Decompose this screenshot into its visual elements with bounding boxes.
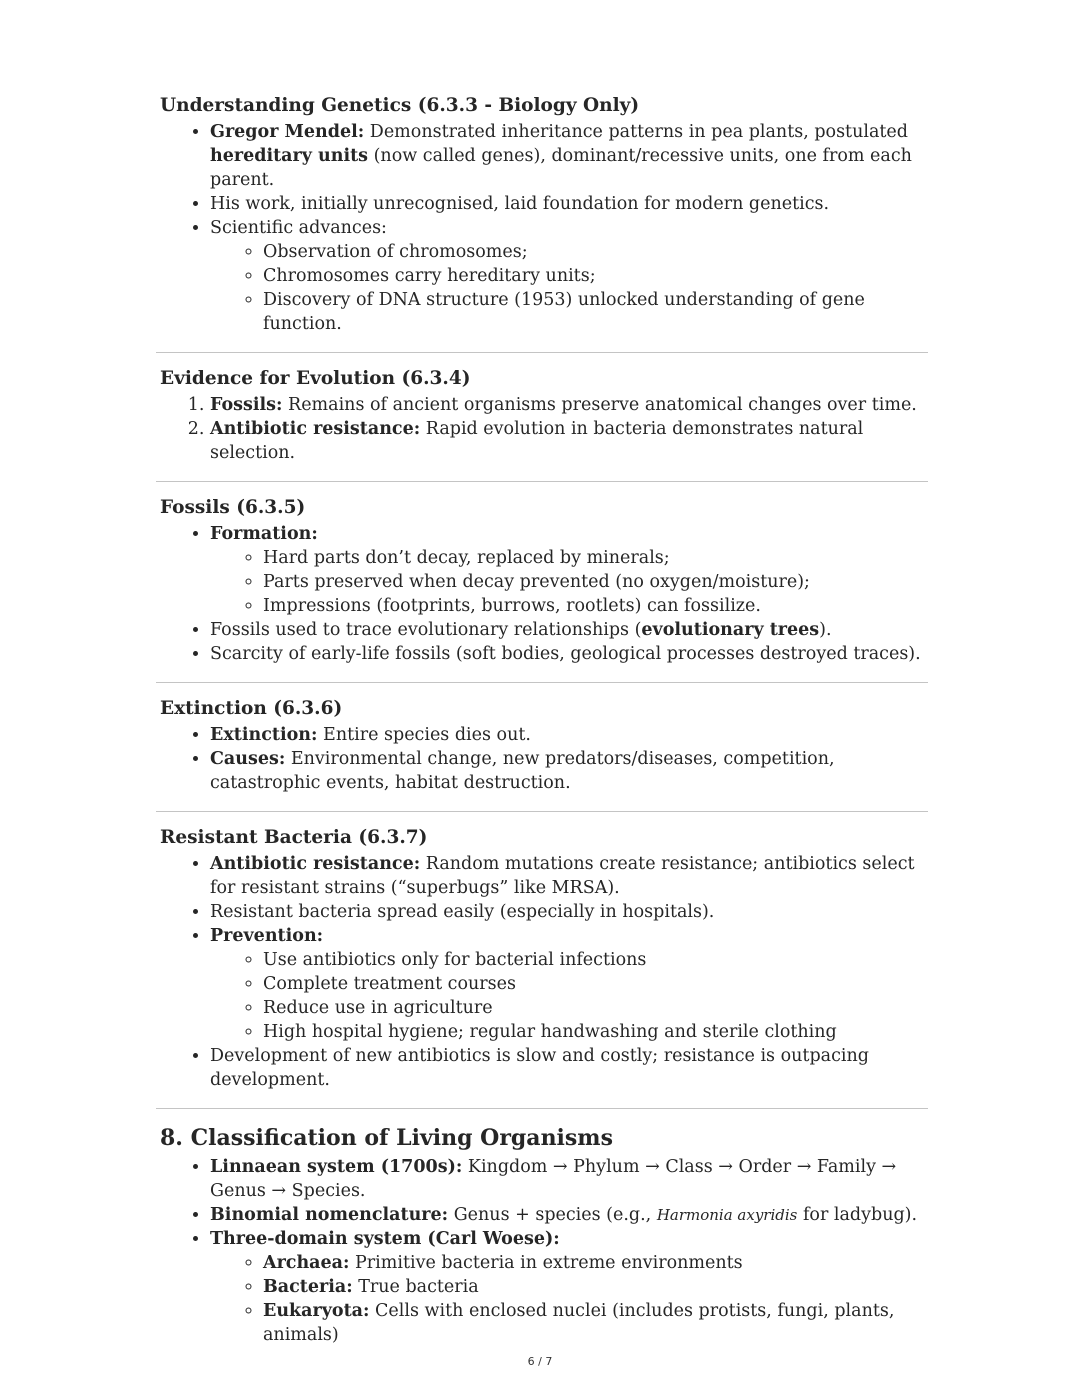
term-label: Antibiotic resistance: [210, 419, 421, 439]
fossils-list [160, 522, 924, 666]
genetics-list [160, 120, 924, 336]
section-title-classification: 8. Classification of Living Organisms [160, 1125, 613, 1151]
list-item [210, 216, 924, 336]
item-text: Resistant bacteria spread easily (especially in hospitals). [210, 902, 715, 922]
sub-list-item [263, 1251, 924, 1275]
resistant-list [160, 852, 924, 1092]
formation-sublist [210, 546, 924, 618]
item-text: True bacteria [352, 1277, 479, 1297]
list-item [210, 1155, 924, 1203]
item-text: Entire species dies out. [317, 725, 531, 745]
sub-list-item: ◦ Chromosomes carry hereditary units; [263, 264, 924, 288]
sub-list-item: ◦ Complete treatment courses [263, 972, 924, 996]
species-name: Harmonia axyridis [656, 1206, 798, 1224]
divider [156, 481, 928, 482]
section-evidence [160, 367, 924, 465]
item-text: Scientific advances: [210, 218, 387, 238]
item-text: His work, initially unrecognised, laid foundation for modern genetics. [210, 194, 830, 214]
item-text: Scarcity of early-life fossils (soft bodies, geological processes destroyed traces). [210, 644, 921, 664]
term-label: Prevention: [210, 926, 324, 946]
term-label: Fossils: [210, 395, 283, 415]
divider [156, 682, 928, 683]
sub-list-item [263, 1275, 924, 1299]
list-item [210, 1203, 924, 1227]
term-label: Bacteria: [263, 1277, 353, 1297]
list-item [210, 852, 924, 900]
document-page [160, 94, 924, 1347]
item-text: Primitive bacteria in extreme environments [349, 1253, 743, 1273]
prevention-sublist [210, 948, 924, 1044]
section-title-genetics: Understanding Genetics (6.3.3 - Biology Only) [160, 95, 640, 116]
list-item [210, 393, 924, 417]
section-fossils [160, 496, 924, 666]
sub-list-item: ◦ Observation of chromosomes; [263, 240, 924, 264]
list-item [210, 900, 924, 924]
list-item [210, 522, 924, 618]
list-item [210, 1227, 924, 1347]
item-text: Rapid evolution in bacteria demonstrates natural selection. [210, 419, 864, 463]
term-label: Formation: [210, 524, 318, 544]
term-label: Archaea: [263, 1253, 350, 1273]
advances-sublist [210, 240, 924, 336]
term-label: Linnaean system (1700s): [210, 1157, 463, 1177]
item-text: Development of new antibiotics is slow and costly; resistance is outpacing development. [210, 1046, 869, 1090]
section-extinction [160, 697, 924, 795]
section-title-fossils: Fossils (6.3.5) [160, 497, 306, 518]
list-item [210, 723, 924, 747]
sub-list-item: ◦ Discovery of DNA structure (1953) unlocked understanding of gene function. [263, 288, 924, 336]
divider [156, 352, 928, 353]
term-label: Gregor Mendel: [210, 122, 365, 142]
domains-sublist [210, 1251, 924, 1347]
section-title-extinction: Extinction (6.3.6) [160, 698, 343, 719]
item-text: Genus + species (e.g., [448, 1205, 657, 1225]
item-text: Random mutations create resistance; antibiotics select for resistant strains (“superbugs” like MRSA). [210, 854, 915, 898]
item-text: Remains of ancient organisms preserve anatomical changes over time. [282, 395, 917, 415]
list-item [210, 120, 924, 192]
list-item [210, 642, 924, 666]
item-text: Environmental change, new predators/diseases, competition, catastrophic events, habitat destruction. [210, 749, 835, 793]
list-item [210, 747, 924, 795]
item-text: Fossils used to trace evolutionary relationships ( [210, 620, 642, 640]
term-label: Binomial nomenclature: [210, 1205, 449, 1225]
extinction-list [160, 723, 924, 795]
list-item [210, 417, 924, 465]
list-item [210, 618, 924, 642]
divider [156, 1108, 928, 1109]
list-item [210, 1044, 924, 1092]
term-label: Antibiotic resistance: [210, 854, 421, 874]
item-text: ). [819, 620, 832, 640]
section-resistant-bacteria [160, 826, 924, 1092]
sub-list-item: ◦ Impressions (footprints, burrows, rootlets) can fossilize. [263, 594, 924, 618]
term-bold: evolutionary trees [641, 620, 820, 640]
sub-list-item: ◦ Parts preserved when decay prevented (no oxygen/moisture); [263, 570, 924, 594]
item-text: Kingdom → Phylum → Class → Order → Family → Genus → Species. [210, 1157, 897, 1201]
page-number: 6 / 7 [527, 1355, 553, 1368]
evidence-list [160, 393, 924, 465]
item-text: Demonstrated inheritance patterns in pea plants, postulated [364, 122, 908, 142]
item-text: (now called genes), dominant/recessive units, one from each parent. [210, 146, 912, 190]
sub-list-item: ◦ Use antibiotics only for bacterial infections [263, 948, 924, 972]
sub-list-item: ◦ High hospital hygiene; regular handwashing and sterile clothing [263, 1020, 924, 1044]
list-item [210, 924, 924, 1044]
item-text: Cells with enclosed nuclei (includes protists, fungi, plants, animals) [263, 1301, 895, 1345]
list-item [210, 192, 924, 216]
sub-list-item [263, 1299, 924, 1347]
divider [156, 811, 928, 812]
term-label: Causes: [210, 749, 286, 769]
section-title-evidence: Evidence for Evolution (6.3.4) [160, 368, 471, 389]
section-classification [160, 1123, 924, 1347]
sub-list-item: ◦ Reduce use in agriculture [263, 996, 924, 1020]
term-label: Extinction: [210, 725, 318, 745]
term-label: Three-domain system (Carl Woese): [210, 1229, 560, 1249]
term-label: Eukaryota: [263, 1301, 370, 1321]
sub-list-item: ◦ Hard parts don’t decay, replaced by minerals; [263, 546, 924, 570]
section-title-resistant: Resistant Bacteria (6.3.7) [160, 827, 428, 848]
classification-list [160, 1155, 924, 1347]
item-text: for ladybug). [797, 1205, 918, 1225]
section-genetics [160, 94, 924, 336]
term-bold: hereditary units [210, 146, 369, 166]
